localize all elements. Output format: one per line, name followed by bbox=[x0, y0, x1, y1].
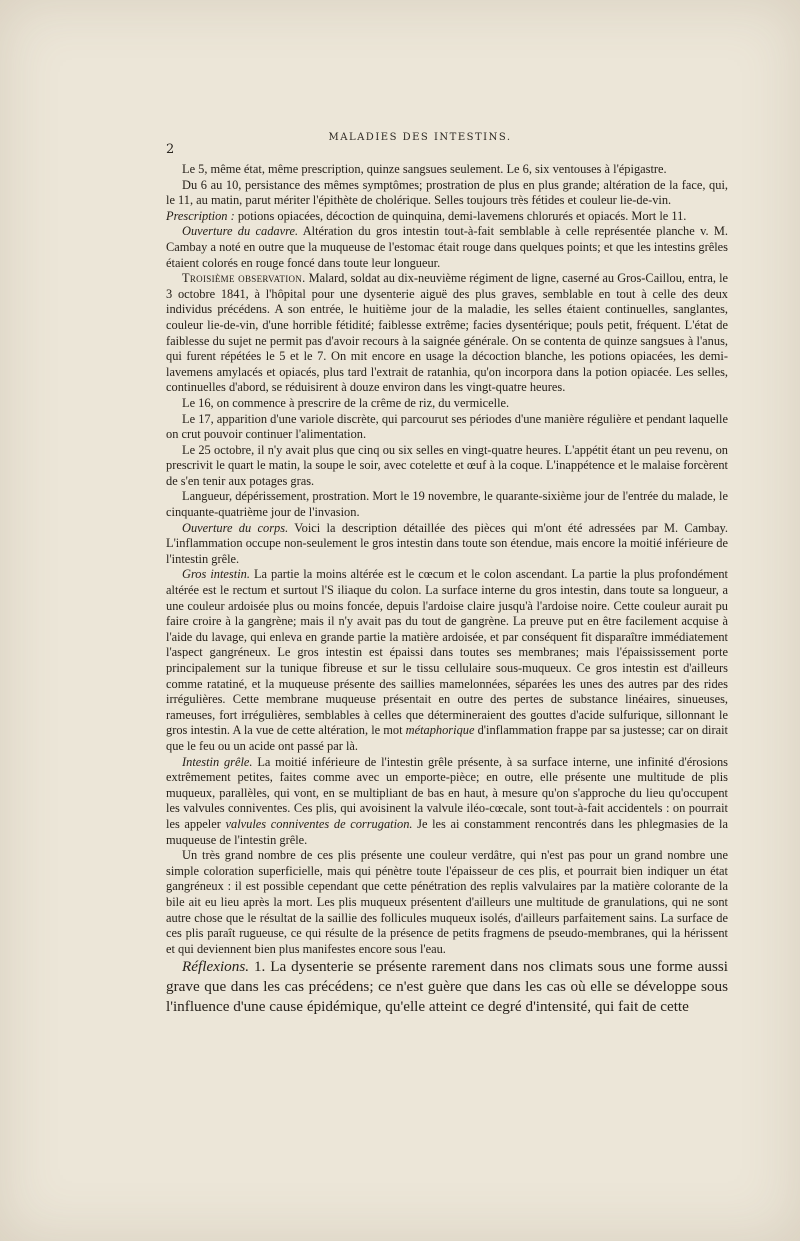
paragraph: Le 5, même état, même prescription, quinze sangsues seulement. Le 6, six ventouses à l'épigastre. bbox=[182, 162, 667, 176]
paragraph: Un très grand nombre de ces plis présente une couleur verdâtre, qui n'est pas pour un grand nombre une simple coloration superficielle, mais qui pénètre toute l'épaisseur de ces plis, et pourrait bien indiquer un état gangréneux : il est possible cependant que cette pénétration des replis valvulaires par la matière colorante de la bile ait eu lieu après la mort. Les plis muqueux présentent d'ailleurs une multitude de granulations, qui ne sont autre chose que le résultat de la saillie des follicules muqueux isolés, d'ailleurs parfaitement sains. La surface de ces plis paraît rugueuse, ce qui résulte de la présence de petits fragmens de pseudo-membranes, qui la hérissent et qui deviennent bien plus manifestes encore sous l'eau. bbox=[166, 848, 728, 956]
paragraph: Du 6 au 10, persistance des mêmes symptômes; prostration de plus en plus grande; altération de la face, qui, le 11, au matin, parut mériter l'épithète de cholérique. Selles toujours très fétides et couleur lie-de-vin. bbox=[166, 177, 728, 208]
paragraph: Ouverture du corps. Voici la description détaillée des pièces qui m'ont été adressées par M. Cambay. L'inflammation occupe non-seulement le gros intestin dans toute son étendue, mais encore la moitié inférieure de l'intestin grêle. bbox=[166, 520, 728, 566]
paragraph: Le 17, apparition d'une variole discrète, qui parcourut ses périodes d'une manière régulière et pendant laquelle on crut pouvoir continuer l'alimentation. bbox=[166, 411, 728, 442]
reflexions-paragraph: Réflexions. 1. La dysenterie se présente rarement dans nos climats sous une forme aussi grave que dans les cas précédens; ce n'est guère que dans les cas où elle se développe sous l'influence d'une cause épidémique, qu'elle atteint ce degré d'intensité, qui fait de cette bbox=[166, 958, 728, 1016]
body-text bbox=[166, 162, 728, 1017]
running-head: MALADIES DES INTESTINS. bbox=[328, 132, 512, 143]
paragraph: Prescription : potions opiacées, décoction de quinquina, demi-lavemens chlorurés et opiacés. Mort le 11. bbox=[166, 208, 687, 223]
paragraph: Langueur, dépérissement, prostration. Mort le 19 novembre, le quarante-sixième jour de l'entrée du malade, le cinquante-quatrième jour de l'invasion. bbox=[166, 489, 728, 520]
paragraph: Le 25 octobre, il n'y avait plus que cinq ou six selles en vingt-quatre heures. L'appétit étant un peu revenu, on prescrivit le quart le matin, la soupe le soir, avec cotelette et œuf à la coque. L'inappétence et le malaise forcèrent de s'en tenir aux potages gras. bbox=[166, 442, 728, 488]
paragraph: Intestin grêle. La moitié inférieure de l'intestin grêle présente, à sa surface interne, une infinité d'érosions extrêmement petites, faites comme avec un emporte-pièce; en outre, elle présente une multitude de plis muqueux, parallèles, qui vont, en se multipliant de bas en haut, à mesure qu'on s'approche du lieu qu'occupent les valvules conniventes. Ces plis, qui avoisinent la valvule iléo-cœcale, sont tout-à-fait accidentels : on pourrait les appeler valvules conniventes de corrugation. Je les ai constamment rencontrés dans les phlegmasies de la muqueuse de l'intestin grêle. bbox=[166, 754, 729, 847]
paragraph: Troisième observation. Malard, soldat au dix-neuvième régiment de ligne, caserné au Gros-Caillou, entra, le 3 octobre 1841, à l'hôpital pour une dysenterie aiguë des plus graves, semblable en tout à celle des deux individus précédens. A son entrée, le huitième jour de la maladie, les selles étaient continuelles, sanglantes, couleur lie-de-vin, d'une horrible fétidité; faiblesse extrême; facies dysentérique; pouls petit, fréquent. L'état de faiblesse du sujet ne permit pas d'avoir recours à la saignée générale. On se contenta de quinze sangsues à l'anus, qui furent répétées le 5 et le 7. On mit encore en usage la décoction blanche, les potions opiacées, les demi-lavemens amylacés et opiacés, plus tard l'extrait de ratanhia, qu'on incorpora dans la potion opiacée. Les selles, continuelles d'abord, se réduisirent à douze environ dans les vingt-quatre heures. bbox=[166, 271, 729, 395]
paragraph: Ouverture du cadavre. Altération du gros intestin tout-à-fait semblable à celle représentée planche v. M. Cambay a noté en outre que la muqueuse de l'estomac était rouge dans quelques points; et que les intestins grêles étaient colorés en rouge foncé dans toute leur longueur. bbox=[166, 224, 728, 270]
page-number: 2 bbox=[166, 142, 175, 157]
paragraph: Le 16, on commence à prescrire de la crême de riz, du vermicelle. bbox=[182, 395, 510, 410]
paragraph: Gros intestin. La partie la moins altérée est le cœcum et le colon ascendant. La partie la plus profondément altérée est le rectum et surtout l'S iliaque du colon. La surface interne du gros intestin, dans toute sa longueur, a une couleur ardoisée plus ou moins foncée, depuis l'ardoise claire jusqu'à l'ardoise noire. Cette couleur aurait pu faire croire à la gangrène; mais il n'y avait pas du tout de gangrène. La preuve put en être facilement acquise à l'aide du lavage, qui enleva en grande partie la matière ardoisée, et par conséquent fit disparaître immédiatement l'aspect gangréneux. Le gros intestin est épaissi dans toutes ses membranes; mais l'épaississement porte principalement sur la tunique fibreuse et sur le tissu cellulaire sous-muqueux. Ce gros intestin est d'ailleurs comme ratatiné, et la muqueuse présente des saillies mamelonnées, séparées les unes des autres par des rides irrégulières. Cette membrane muqueuse présentait en outre des pertes de substance linéaires, sinueuses, rameuses, fort irrégulières, semblables à celles que détermineraient des gouttes d'acide sulfurique, sillonnant le gros intestin. A la vue de cette altération, le mot métaphorique d'inflammation frappe par sa justesse; car on dirait que le feu ou un acide ont passé par là. bbox=[166, 567, 728, 753]
